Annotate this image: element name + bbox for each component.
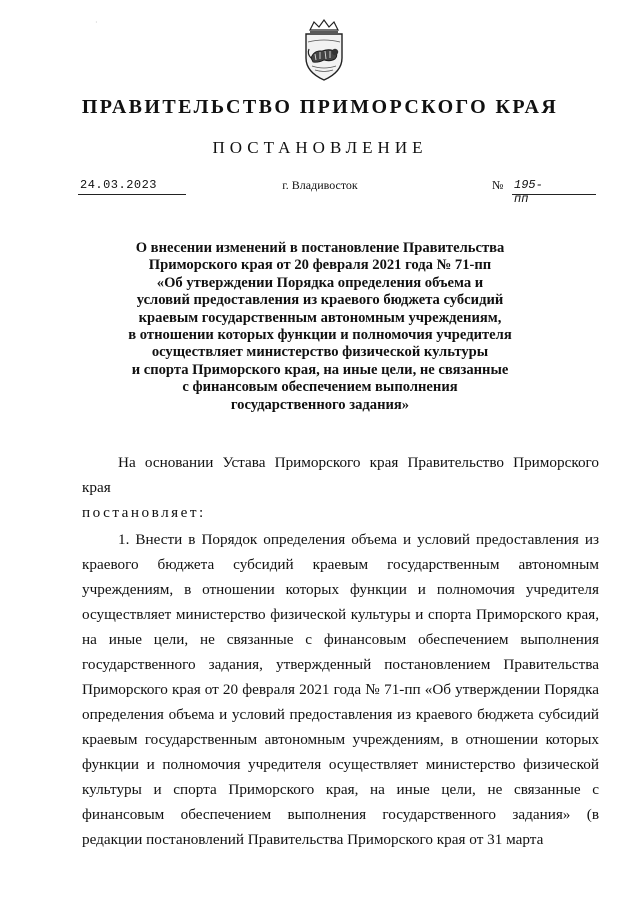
heading-line: и спорта Приморского края, на иные цели, не связанные <box>131 361 509 378</box>
document-date: 24.03.2023 <box>80 178 158 192</box>
item-1-paragraph: 1. Внести в Порядок определения объема и условий предоставления из краевого бюджета субсидий краевым государственным автономным учреждениям, в отношении которых функции и полномочия учредителя осуществляет министерство физической культуры и спорта Приморского края, на иные цели, не связанные с финансовым обеспечением выполнения государственного задания, утвержденный постановлением Правительства Приморского края от 20 февраля 2021 года № 71-пп «Об утверждении Порядка определения объема и условий предоставления из краевого бюджета субсидий краевым государственным автономным учреждениям, в отношении которых функции и полномочия учредителя осуществляет министерство физической культуры и спорта Приморского края, на иные цели, не связанные с финансовым обеспечением выполнения государственного задания» (в редакции постановлений Правительства Приморского края от 31 марта <box>82 531 599 848</box>
heading-line: с финансовым обеспечением выполнения <box>182 379 458 396</box>
heading-line: условий предоставления из краевого бюджета субсидий <box>136 292 504 309</box>
heading-line: в отношении которых функции и полномочия учредителя <box>128 327 512 344</box>
number-sign: № <box>492 178 504 192</box>
date-underline <box>78 194 186 195</box>
decree-word: постановляет: <box>82 504 206 521</box>
heading-line: «Об утверждении Порядка определения объема и <box>156 274 484 291</box>
intro-paragraph: На основании Устава Приморского края Правительство Приморского края <box>82 454 599 496</box>
heading-line: Приморского края от 20 февраля 2021 года № 71-пп <box>148 257 492 274</box>
heading-line: О внесении изменений в постановление Правительства <box>135 240 505 256</box>
heading-line: государственного задания» <box>230 396 410 413</box>
coat-of-arms-icon <box>300 18 348 82</box>
document-body <box>82 450 599 852</box>
heading-line: краевым государственным автономным учреждениям, <box>138 309 502 326</box>
government-title: ПРАВИТЕЛЬСТВО ПРИМОРСКОГО КРАЯ <box>81 96 559 118</box>
document-heading <box>100 240 540 414</box>
scan-mark: · <box>95 18 98 27</box>
document-city: г. Владивосток <box>282 178 358 192</box>
document-type: ПОСТАНОВЛЕНИЕ <box>212 138 428 157</box>
document-meta-row <box>0 178 640 206</box>
number-underline <box>512 194 596 195</box>
heading-line: осуществляет министерство физической культуры <box>151 344 489 361</box>
document-number: 195-пп <box>514 178 543 206</box>
